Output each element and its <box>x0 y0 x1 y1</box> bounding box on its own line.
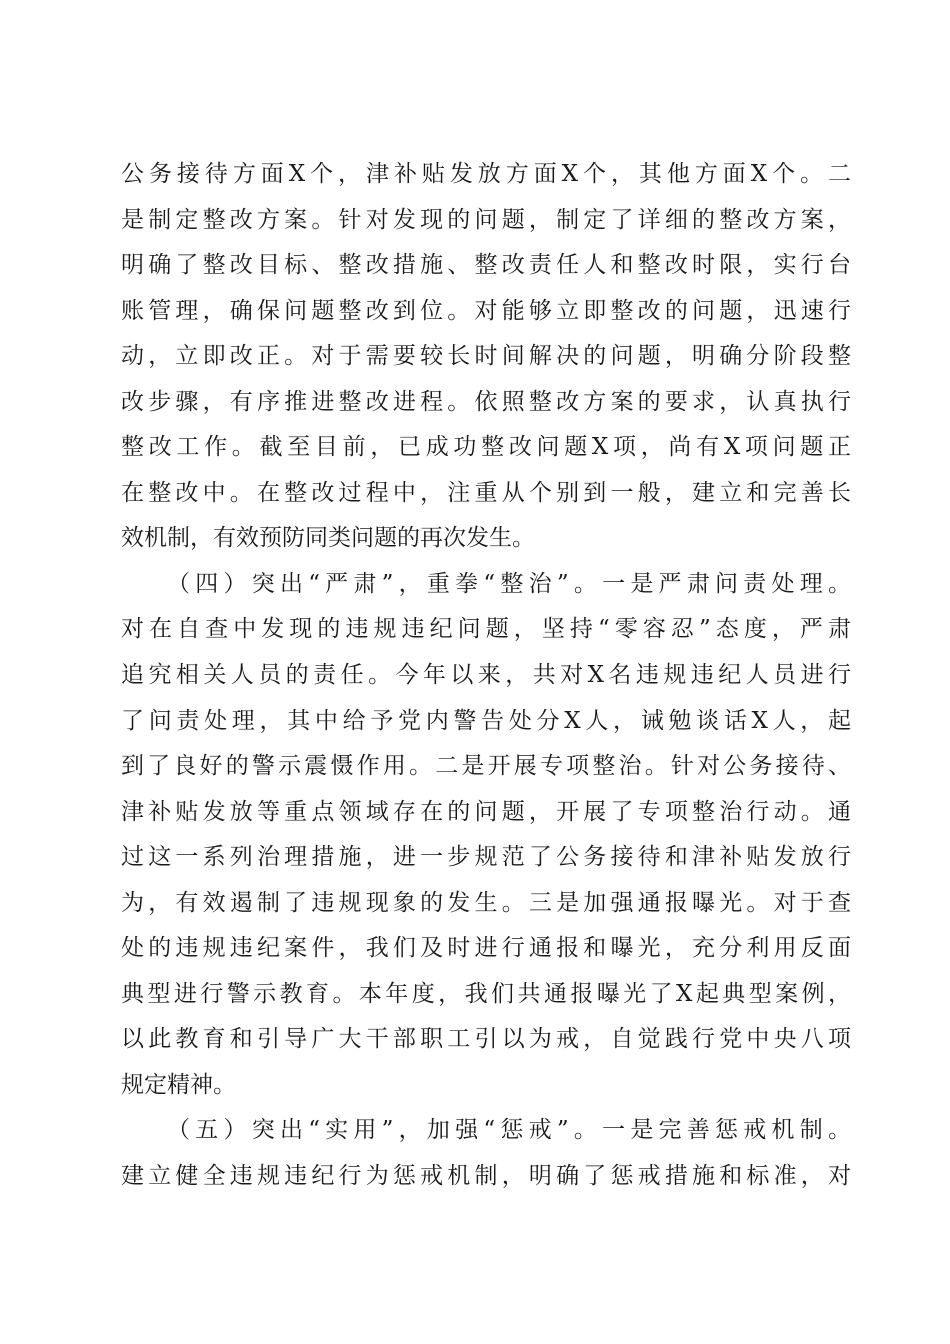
text-line: 津补贴发放等重点领域存在的问题，开展了专项整治行动。通 <box>121 798 851 825</box>
text-line: 到了良好的警示震慑作用。二是开展专项整治。针对公务接待、 <box>121 753 851 780</box>
text-line: 公务接待方面X个，津补贴发放方面X个，其他方面X个。二 <box>121 161 851 187</box>
text-line: 典型进行警示教育。本年度，我们共通报曝光了X起典型案例， <box>121 980 851 1007</box>
text-line: 处的违规违纪案件，我们及时进行通报和曝光，充分利用反面 <box>121 935 851 962</box>
text-line: 建立健全违规违纪行为惩戒机制，明确了惩戒措施和标准，对 <box>121 1163 851 1190</box>
document-body <box>121 152 851 1200</box>
section-heading-line: （五）突出“实用”，加强“惩戒”。一是完善惩戒机制。 <box>167 1117 851 1144</box>
text-line: 对在自查中发现的违规违纪问题，坚持“零容忍”态度，严肃 <box>121 616 851 643</box>
text-line: 过这一系列治理措施，进一步规范了公务接待和津补贴发放行 <box>121 844 851 871</box>
text-line: 账管理，确保问题整改到位。对能够立即整改的问题，迅速行 <box>121 297 851 324</box>
text-line: 了问责处理，其中给予党内警告处分X人，诫勉谈话X人，起 <box>121 707 851 734</box>
text-line: 整改工作。截至目前，已成功整改问题X项，尚有X项问题正 <box>121 434 851 461</box>
text-line: 是制定整改方案。针对发现的问题，制定了详细的整改方案， <box>121 206 851 233</box>
text-line: 动，立即改正。对于需要较长时间解决的问题，明确分阶段整 <box>121 343 851 370</box>
section-heading-line: （四）突出“严肃”，重拳“整治”。一是严肃问责处理。 <box>167 570 851 597</box>
text-line: 效机制，有效预防同类问题的再次发生。 <box>121 525 535 552</box>
text-line: 以此教育和引导广大干部职工引以为戒，自觉践行党中央八项 <box>121 1026 851 1053</box>
text-line: 在整改中。在整改过程中，注重从个别到一般，建立和完善长 <box>121 479 851 506</box>
text-line: 明确了整改目标、整改措施、整改责任人和整改时限，实行台 <box>121 252 851 279</box>
text-line: 规定精神。 <box>121 1071 236 1098</box>
text-line: 为，有效遏制了违规现象的发生。三是加强通报曝光。对于查 <box>121 889 851 916</box>
text-line: 追究相关人员的责任。今年以来，共对X名违规违纪人员进行 <box>121 662 851 689</box>
text-line: 改步骤，有序推进整改进程。依照整改方案的要求，认真执行 <box>121 388 851 415</box>
